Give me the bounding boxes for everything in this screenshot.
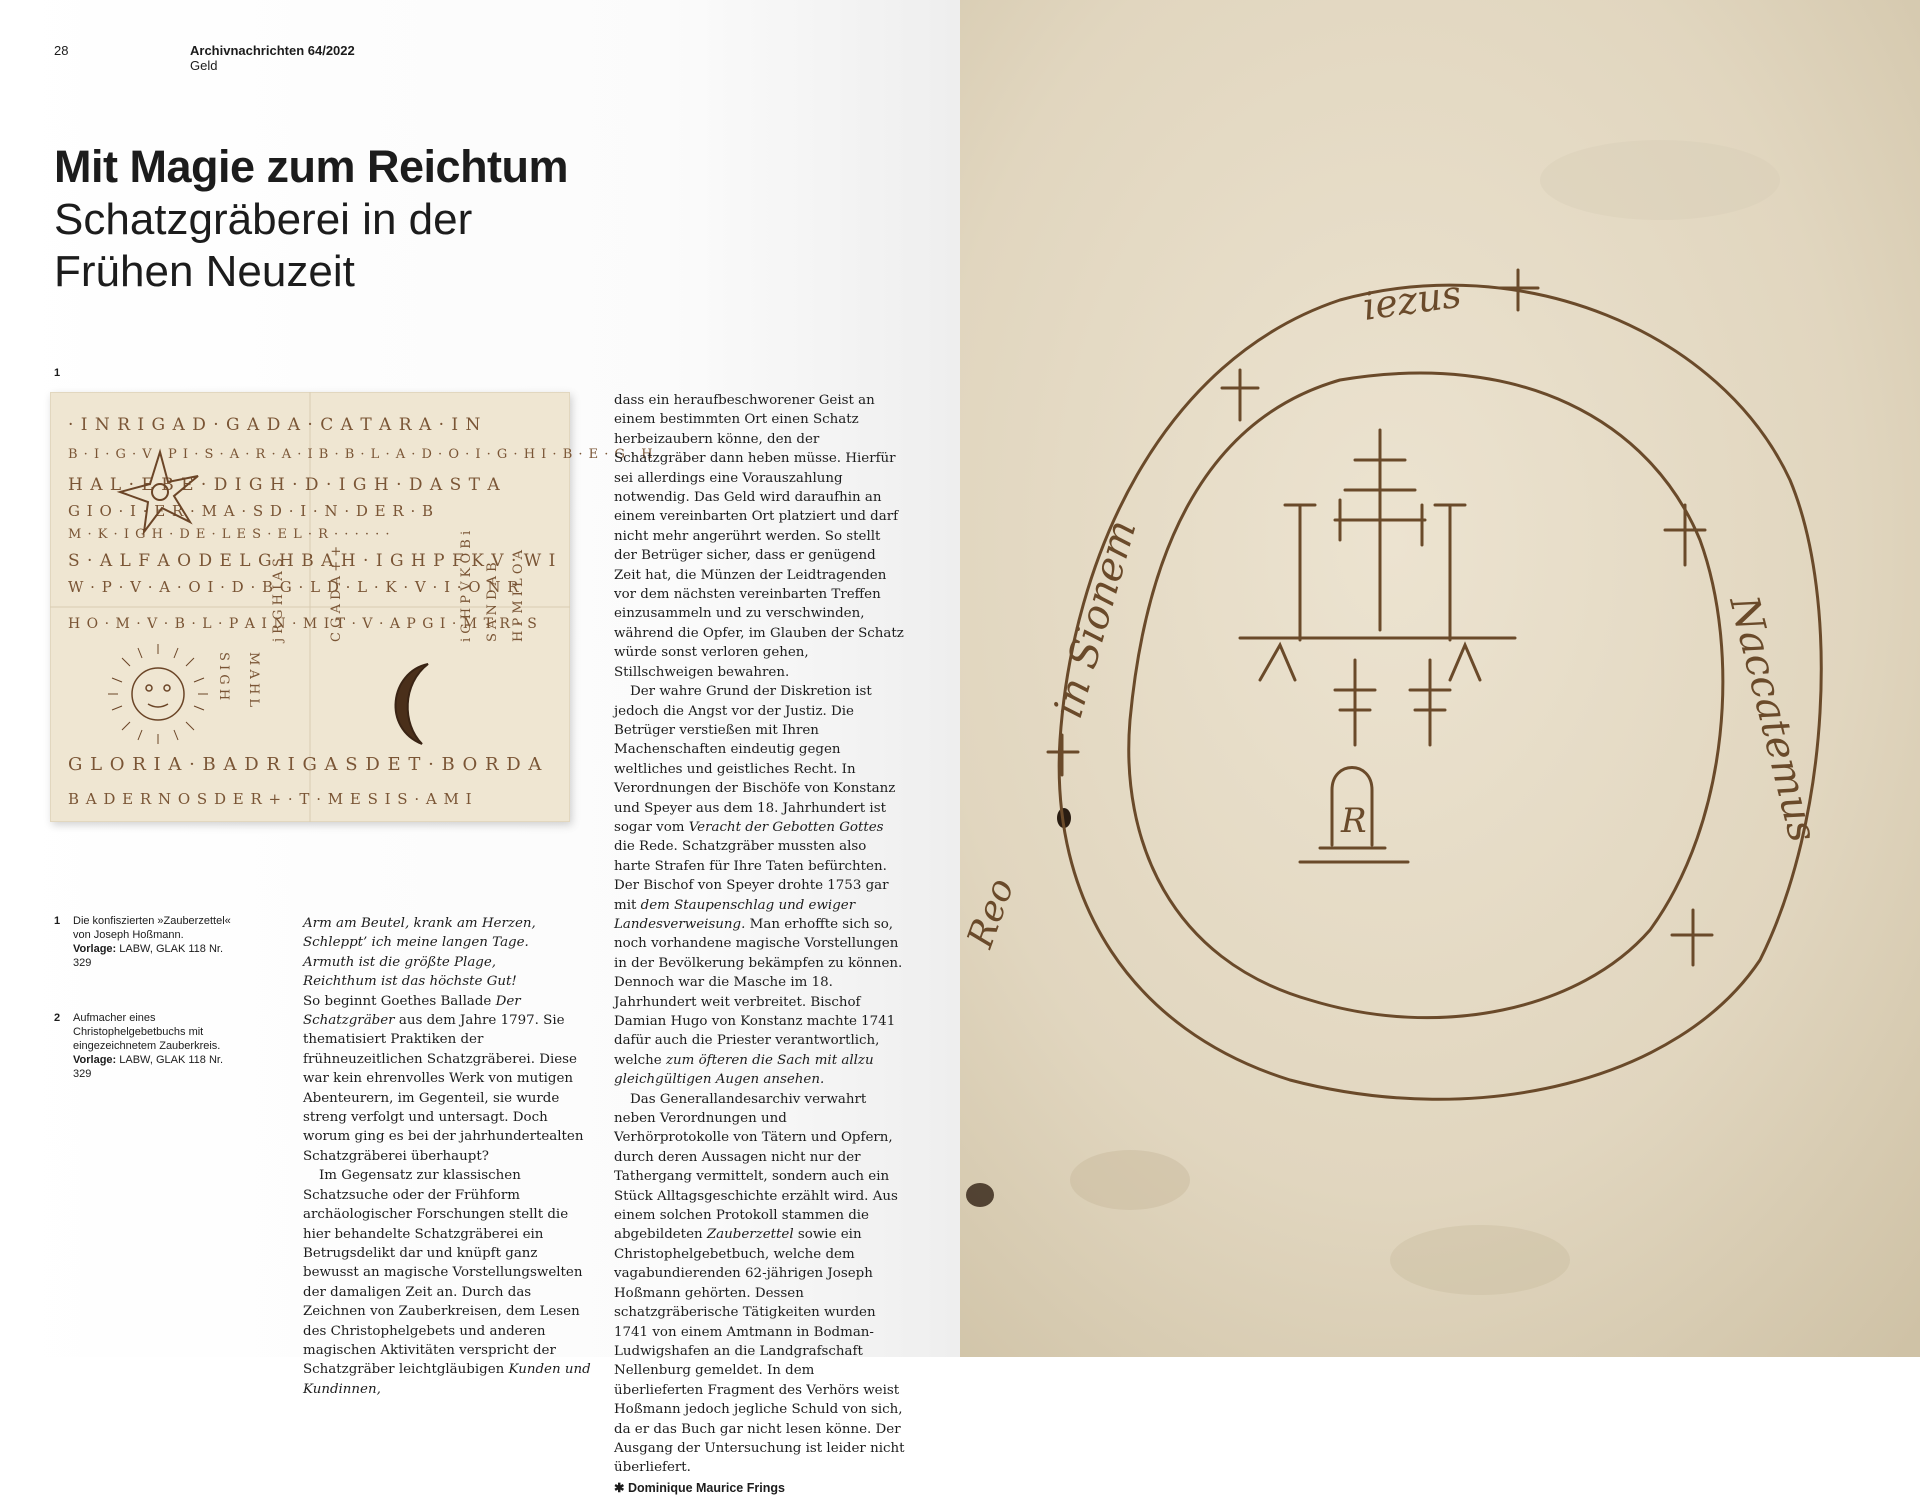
section-name: Geld: [190, 58, 218, 73]
article-column-1: [303, 914, 593, 1399]
asterisk-icon: ✱: [614, 1480, 625, 1495]
inscription-bottom: Reo: [959, 873, 1023, 954]
crescent-moon-icon: [396, 664, 428, 744]
zettel-row-1: · I N R I G A D · G A D A · C A T A R A · I N: [68, 415, 482, 435]
article-subtitle-line1: Schatzgräberei in der: [54, 195, 473, 244]
svg-text:M A H L: M A H L: [246, 652, 261, 708]
paragraph: dass ein heraufbeschworener Geist an einem bestimmten Ort einen Schatz herbeizaubern könne, den der Schatzgräber dann heben müsse. Hierfür sei allerdings eine Vorauszahlung notwendig. Das Geld wird daraufhin an einem vereinbarten Ort platziert und darf nicht mehr angerührt werden. So stellt der Betrüger sicher, dass er genügend Zeit hat, die Münzen der Leidtragenden vor dem nächsten vereinbarten Treffen einzusammeln und zu verschwinden, während die Opfer, im Glauben der Schatz würde sonst verloren gehen, Stillschweigen bewahren.: [614, 393, 904, 680]
article-subtitle-line2: Frühen Neuzeit: [54, 247, 355, 296]
article-column-2: [614, 391, 906, 1498]
zettel-row-6: S · A L F A O D E L G H B A H · I G H P F K V · W I: [68, 551, 557, 571]
caption-2: [54, 1011, 239, 1081]
svg-text:S I G H: S I G H: [216, 652, 231, 701]
zettel-row-3: H A L · E B E · D I G H · D · I G H · D A S T A: [68, 475, 501, 495]
running-head: [190, 43, 355, 73]
sun-icon: [108, 644, 208, 744]
left-page: [0, 0, 960, 1495]
paragraph: Das Generallandesarchiv verwahrt neben Verordnungen und Verhörprotokolle von Tätern und Opfern, durch deren Aussagen nicht nur der Tathergang vermittelt, sondern auch ein Stück Alltagsgeschichte erzählt wird. Aus einem solchen Protokoll stammen die abgebildeten Zauberzettel sowie ein Christophelgebetbuch, welche dem vagabundierenden 62-jährigen Joseph Hoßmann gehörten. Dessen schatzgräberische Tätigkeiten wurden 1741 von einem Amtmann in Bodman-Ludwigshafen an die Landgrafschaft Nellenburg gemeldet. In dem überlieferten Fragment des Verhörs weist Hoßmann jedoch jegliche Schuld von sich, da er das Buch gar nicht lesen könne. Der Ausgang der Untersuchung ist leider nicht überliefert.: [614, 1091, 905, 1476]
poem-line: Arm am Beutel, krank am Herzen,: [303, 916, 536, 931]
inscription-right: Naccatemus: [1720, 591, 1826, 847]
author-byline: [614, 1479, 906, 1498]
zettel-row-5: M · K · I G H · D E · L E S · E L · R · · · · · ·: [68, 527, 391, 542]
caption-1: [54, 914, 239, 970]
article-title: Mit Magie zum Reichtum: [54, 141, 569, 192]
magazine-title: Archivnachrichten 64/2022: [190, 43, 355, 58]
caption-2-number: 2: [54, 1012, 61, 1024]
paragraph: Im Gegensatz zur klassischen Schatzsuche oder der Frühform archäologischer Forschungen stellt die hier behandelte Schatzgräberei ein Betrugsdelikt dar und knüpft ganz bewusst an magische Vorstellungswelten der damaligen Zeit an. Durch das Zeichnen von Zauberkreisen, dem Lesen des Christophelgebets und anderen magischen Aktivitäten verspricht der Schatzgräber leichtgläubigen Kunden und Kundinnen,: [303, 1168, 591, 1397]
caption-1-number: 1: [54, 915, 61, 927]
svg-text:i G H P V K O B i: i G H P V K O B i: [459, 530, 474, 642]
figure-1-zauberzettel: [50, 392, 654, 822]
svg-text:H P M I L O A: H P M I L O A: [511, 549, 526, 642]
zettel-row-2: B · I · G · V · P I · S · A · R · A · I B · B · L · A · D · O · I · G · H I · B · E · G · H: [68, 447, 654, 462]
zauberkreis-drawing: [960, 0, 1920, 1357]
poem-line: Schleppt’ ich meine langen Tage.: [303, 935, 529, 951]
paragraph: Der wahre Grund der Diskretion ist jedoch die Angst vor der Justiz. Die Betrüger verstießen mit Ihren Machenschaften eindeutig gegen weltliches und geistliches Recht. In Verordnungen der Bischöfe von Konstanz und Speyer aus dem 18. Jahrhundert ist sogar vom Veracht der Gebotten Gottes die Rede. Schatzgräber mussten also harte Strafen für Ihre Taten befürchten. Der Bischof von Speyer drohte 1753 gar mit dem Staupenschlag und ewiger Landesverweisung. Man erhoffte sich so, noch vorhandene magische Vorstellungen in der Bevölkerung bekämpfen zu können. Dennoch war die Masche im 18. Jahrhundert weit verbreitet. Bischof Damian Hugo von Konstanz machte 1741 dafür auch die Priester verantwortlich, welche zum öfteren die Sach mit allzu gleichgültigen Augen ansehen.: [614, 684, 903, 1088]
mound-letter: R: [1341, 801, 1367, 841]
article-headline: [54, 140, 874, 298]
poem-line: Reichthum ist das höchste Gut!: [303, 974, 517, 990]
zauberzettel-drawing: [50, 392, 654, 822]
paragraph: So beginnt Goethes Ballade Der Schatzgräber aus dem Jahre 1797. Sie thematisiert Praktiken der frühneuzeitlichen Schatzgräberei. Diese war kein ehrenvolles Werk von mutigen Abenteurern, im Gegenteil, sie wurde streng verfolgt und untersagt. Doch worum ging es bei der jahrhundertealten Schatzgräberei überhaupt?: [303, 993, 584, 1164]
zettel-row-9: G L O R I A · B A D R I G A S D E T · B O R D A: [68, 754, 543, 775]
svg-text:S A N D A B: S A N D A B: [485, 562, 500, 642]
zettel-row-10: B A D E R N O S D E R + · T · M E S I S · A M I: [68, 790, 473, 808]
figure-2-zauberkreis: [960, 0, 1920, 1357]
svg-text:C G A D A + +: C G A D A + +: [329, 545, 344, 642]
poem-line: Armuth ist die größte Plage,: [303, 954, 497, 970]
zettel-row-4: G I O · I · E R · M A · S D · I · N · D E R · B: [68, 502, 435, 520]
page-number: 28: [54, 43, 69, 58]
caption-2-source: Vorlage: LABW, GLAK 118 Nr. 329: [73, 1054, 223, 1080]
caption-1-source: Vorlage: LABW, GLAK 118 Nr. 329: [73, 943, 223, 969]
caption-2-text: Aufmacher eines Christophelgebetbuchs mit eingezeichnetem Zauberkreis.: [73, 1012, 221, 1052]
inscription-left: in Sionem: [1045, 515, 1146, 723]
figure-1-number: 1: [54, 367, 61, 379]
goethe-poem-quote: [303, 914, 593, 992]
author-name: Dominique Maurice Frings: [627, 1480, 785, 1495]
zettel-row-7: W · P · V · A · O I · D · B G · L D · L · K · V · I · O N R: [68, 578, 520, 596]
svg-text:j R G H I A S: j R G H I A S: [271, 558, 286, 642]
caption-1-text: Die konfiszierten »Zauberzettel« von Joseph Hoßmann.: [73, 915, 231, 941]
zettel-row-8: H O · M · V · B · L · P A I N · M I T · V · A P G I · M T R · S: [68, 616, 538, 632]
inscription-top: iezus: [1360, 271, 1464, 329]
